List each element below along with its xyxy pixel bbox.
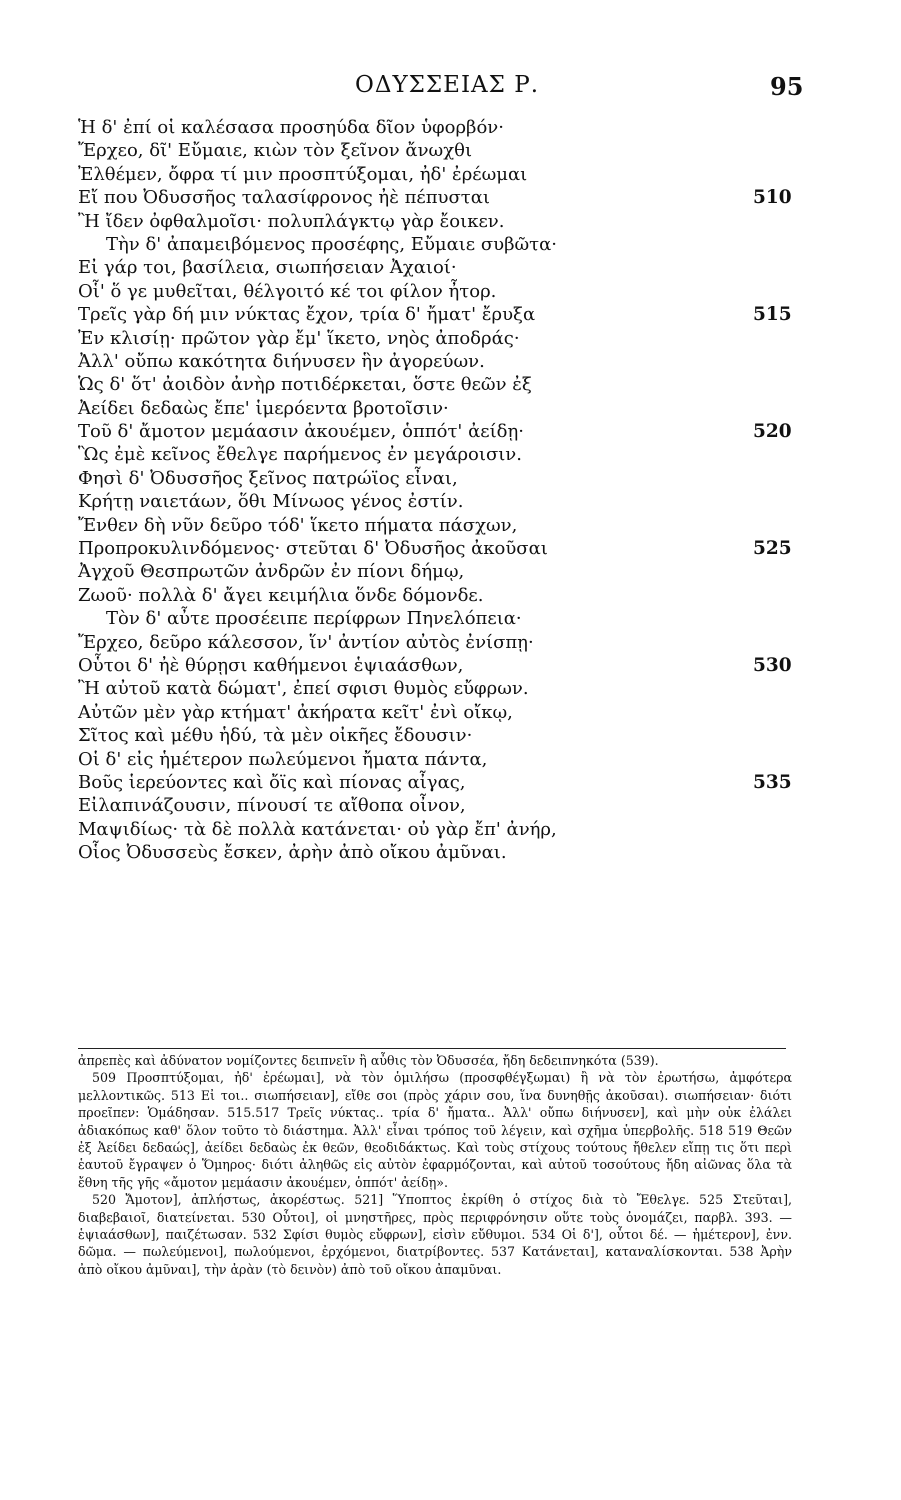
footnote-paragraph: ἀπρεπὲς καὶ ἀδύνατον νομίζοντες δειπνεῖν ἢ αὖθις τὸν Ὀδυσσέα, ἤδη δεδειπνηκότα (539). <box>78 1053 659 1068</box>
verse-line <box>0 607 901 630</box>
verse-text: Μαψιδίως· τὰ δὲ πολλὰ κατάνεται· οὐ γὰρ ἔπ' ἀνήρ, <box>78 818 557 840</box>
verse-line <box>0 256 901 279</box>
verse-line <box>0 233 901 256</box>
line-number: 520 <box>753 421 792 443</box>
verse-line <box>0 420 901 443</box>
verse-text: Ἀγχοῦ Θεσπρωτῶν ἀνδρῶν ἐν πίονι δήμῳ, <box>78 561 465 583</box>
verse-text: Τρεῖς γὰρ δή μιν νύκτας ἔχον, τρία δ' ἤματ' ἔρυξα <box>78 304 536 326</box>
verse-line <box>0 748 901 771</box>
verse-text: Εἰλαπινάζουσιν, πίνουσί τε αἴθοπα οἶνον, <box>78 795 466 817</box>
verse-line <box>0 303 901 326</box>
verse-block <box>0 116 901 865</box>
verse-line <box>0 163 901 186</box>
verse-text: Ἀείδει δεδαὼς ἔπε' ἱμερόεντα βροτοῖσιν· <box>78 397 449 419</box>
verse-text: Τὸν δ' αὖτε προσέειπε περίφρων Πηνελόπεια· <box>106 608 522 630</box>
verse-line <box>0 818 901 841</box>
verse-line <box>0 280 901 303</box>
verse-line <box>0 186 901 209</box>
verse-text: Οἱ δ' εἰς ἡμέτερον πωλεύμενοι ἤματα πάντα, <box>78 748 488 770</box>
verse-line <box>0 537 901 560</box>
verse-text: Οὗτοι δ' ἠὲ θύρῃσι καθήμενοι ἑψιαάσθων, <box>78 654 464 676</box>
verse-text: Ἡ δ' ἐπί οἱ καλέσασα προσηύδα δῖον ὑφορβόν· <box>78 117 504 138</box>
verse-line <box>0 514 901 537</box>
verse-text: Εἴ που Ὀδυσσῆος ταλασίφρονος ἠὲ πέπυσται <box>78 187 490 209</box>
verse-text: Οἷ' ὅ γε μυθεῖται, θέλγοιτό κέ τοι φίλον ἦτορ. <box>78 280 497 302</box>
verse-text: Αὐτῶν μὲν γὰρ κτήματ' ἀκήρατα κεῖτ' ἐνὶ οἴκῳ, <box>78 701 513 723</box>
verse-line <box>0 467 901 490</box>
verse-line <box>0 139 901 162</box>
footnotes-block <box>78 1052 792 1278</box>
verse-text: Ζωοῦ· πολλὰ δ' ἄγει κειμήλια ὅνδε δόμονδε. <box>78 584 484 606</box>
line-number: 535 <box>753 771 792 793</box>
verse-text: Προπροκυλινδόμενος· στεῦται δ' Ὀδυσῆος ἀκοῦσαι <box>78 538 548 560</box>
verse-line <box>0 397 901 420</box>
verse-line <box>0 560 901 583</box>
footnote-paragraph: 520 Ἄμοτον], ἀπλήστως, ἀκορέστως. 521] Ὕποπτος ἐκρίθη ὁ στίχος διὰ τὸ Ἔθελγε. 525 Στεῦται], διαβεβαιοῖ, διατείνεται. 530 Οὗτοι], οἱ μνηστῆρες, πρὸς περιφρόνησιν οὕτε τοὺς ὀνομάζει, παρβλ. 393. — ἑψιαάσθων], παιζέτωσαν. 532 Σφίσι θυμὸς εὔφρων], εἰσὶν εὔθυμοι. 534 Οἱ δ'], οὗτοι δέ. — ἡμέτερον], ἐνν. δῶμα. — πωλεύμενοι], πωλούμενοι, ἐρχόμενοι, διατρίβοντες. 537 Κατάνεται], καταναλίσκονται. 538 Ἀρὴν ἀπὸ οἴκου ἀμῦναι], τὴν ἀρὰν (τὸ δεινὸν) ἀπὸ τοῦ οἴκου ἀπαμῦναι. <box>78 1192 792 1277</box>
verse-text: Σῖτος καὶ μέθυ ἡδύ, τὰ μὲν οἰκῆες ἔδουσιν· <box>78 725 473 747</box>
verse-line <box>0 210 901 233</box>
verse-text: Τοῦ δ' ἄμοτον μεμάασιν ἀκουέμεν, ὁππότ' ἀείδῃ· <box>78 421 524 443</box>
verse-text: Ἔρχεο, δεῦρο κάλεσσον, ἵν' ἀντίον αὐτὸς ἐνίσπῃ· <box>78 631 534 653</box>
verse-line <box>0 490 901 513</box>
page-number: 95 <box>770 72 804 101</box>
verse-line <box>0 841 901 864</box>
verse-text: Ὡς δ' ὅτ' ἀοιδὸν ἀνὴρ ποτιδέρκεται, ὅστε θεῶν ἐξ <box>78 374 532 396</box>
verse-line <box>0 631 901 654</box>
verse-line <box>0 327 901 350</box>
verse-text: Ἔρχεο, δῖ' Εὔμαιε, κιὼν τὸν ξεῖνον ἄνωχθι <box>78 140 472 162</box>
verse-text: Ἢ αὐτοῦ κατὰ δώματ', ἐπεί σφισι θυμὸς εὔφρων. <box>78 678 529 700</box>
verse-line <box>0 116 901 139</box>
verse-line <box>0 443 901 466</box>
verse-line <box>0 350 901 373</box>
verse-line <box>0 373 901 396</box>
verse-text: Ὣς ἐμὲ κεῖνος ἔθελγε παρήμενος ἐν μεγάροισιν. <box>78 444 522 466</box>
running-title: ΟΔΥΣΣΕΙΑΣ Ρ. <box>355 72 540 98</box>
footnote-paragraph: 509 Προσπτύξομαι, ἠδ' ἐρέωμαι], νὰ τὸν ὁμιλήσω (προσφθέγξωμαι) ἢ νὰ τὸν ἐρωτήσω, ἀμφότερα μελλοντικῶς. 513 Εἰ τοι.. σιωπήσειαν], εἴθε σοι (πρὸς χάριν σου, ἵνα δυνηθῇς ἀκοῦσαι). σιωπήσειαν· διότι προεῖπεν: Ὁμάδησαν. 515.517 Τρεῖς νύκτας.. τρία δ' ἤματα.. Ἀλλ' οὔπω διήνυσεν], καὶ μὴν οὐκ ἐλάλει ἀδιακόπως καθ' ὅλον τοῦτο τὸ διάστημα. Ἀλλ' εἶναι τρόπος τοῦ λέγειν, καὶ σχῆμα ὑπερβολῆς. 518 519 Θεῶν ἐξ Ἀείδει δεδαώς], ἀείδει δεδαὼς ἐκ θεῶν, θεοδιδάκτως. Καὶ τοὺς στίχους τούτους ἤθελεν εἴπῃ τις ὅτι περὶ ἑαυτοῦ ἔγραψεν ὁ Ὅμηρος· διότι ἀληθῶς εἰς αὐτὸν ἐφαρμόζονται, καὶ αὐτοῦ τοσούτους ἤδη αἰῶνας ὅλα τὰ ἔθνη τῆς γῆς «ἄμοτον μεμάασιν ἀκουέμεν, ὁππότ' ἀείδῃ». <box>78 1070 792 1190</box>
verse-line <box>0 584 901 607</box>
verse-text: Οἷος Ὀδυσσεὺς ἔσκεν, ἀρὴν ἀπὸ οἴκου ἀμῦναι. <box>78 842 507 864</box>
verse-line <box>0 771 901 794</box>
verse-line <box>0 654 901 677</box>
page-header <box>0 72 901 106</box>
line-number: 515 <box>753 304 792 326</box>
verse-text: Ἀλλ' οὔπω κακότητα διήνυσεν ἣν ἀγορεύων. <box>78 350 485 372</box>
verse-text: Βοῦς ἱερεύοντες καὶ ὄϊς καὶ πίονας αἶγας, <box>78 771 466 793</box>
line-number: 510 <box>753 187 792 209</box>
verse-text: Φησὶ δ' Ὀδυσσῆος ξεῖνος πατρώϊος εἶναι, <box>78 467 458 489</box>
line-number: 530 <box>753 654 792 676</box>
verse-text: Ἢ ἴδεν ὀφθαλμοῖσι· πολυπλάγκτῳ γὰρ ἔοικεν. <box>78 210 505 232</box>
verse-line <box>0 794 901 817</box>
verse-text: Ἐν κλισίῃ· πρῶτον γὰρ ἔμ' ἵκετο, νηὸς ἀποδράς· <box>78 327 520 349</box>
verse-line <box>0 701 901 724</box>
verse-text: Ἔνθεν δὴ νῦν δεῦρο τόδ' ἵκετο πήματα πάσχων, <box>78 514 518 536</box>
verse-text: Τὴν δ' ἀπαμειβόμενος προσέφης, Εὔμαιε συβῶτα· <box>106 233 557 255</box>
line-number: 525 <box>753 538 792 560</box>
verse-text: Κρήτῃ ναιετάων, ὅθι Μίνωος γένος ἐστίν. <box>78 491 464 513</box>
verse-text: Ἐλθέμεν, ὄφρα τί μιν προσπτύξομαι, ἠδ' ἐρέωμαι <box>78 163 528 185</box>
footnote-divider <box>78 1048 786 1049</box>
verse-line <box>0 724 901 747</box>
verse-text: Εἰ γάρ τοι, βασίλεια, σιωπήσειαν Ἀχαιοί· <box>78 257 457 279</box>
verse-line <box>0 677 901 700</box>
